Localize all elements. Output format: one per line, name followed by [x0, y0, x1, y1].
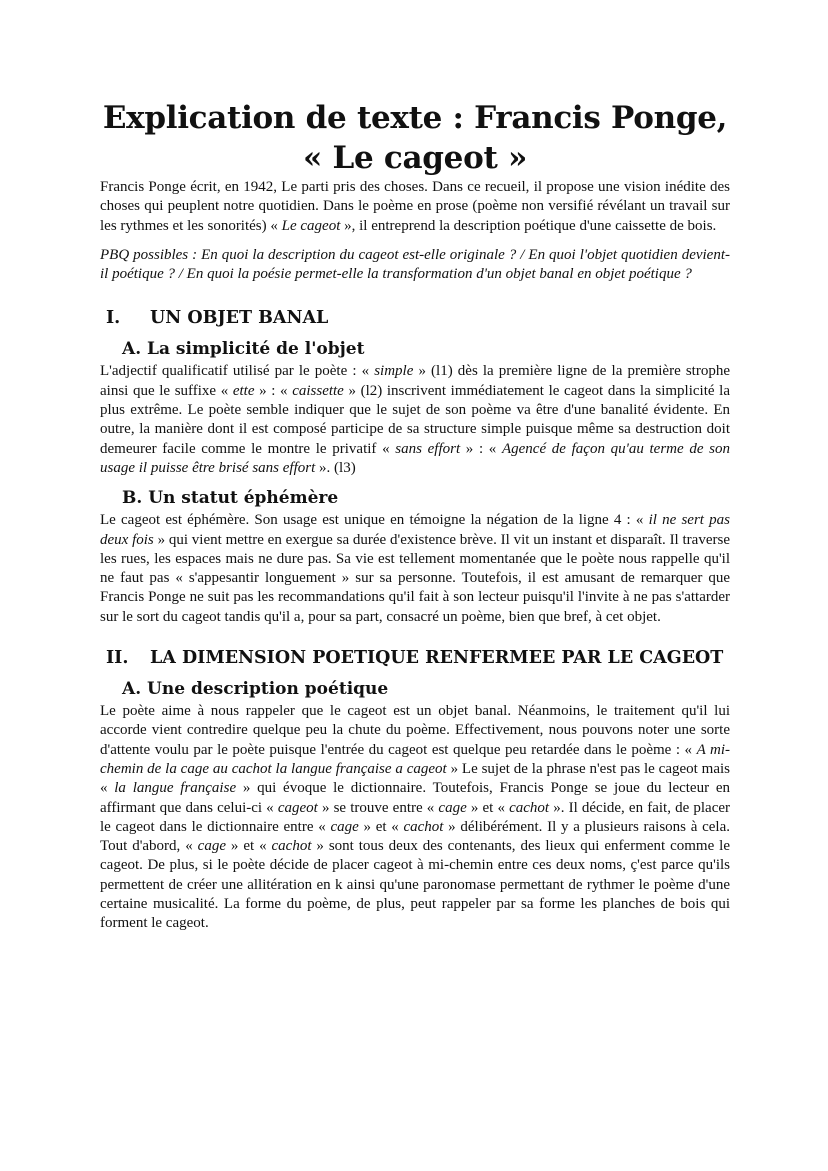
paragraph-emphasis: il ne sert pas deux fois [100, 512, 730, 548]
paragraph-text: » Le sujet de la phrase n'est pas le cageot mais « [100, 760, 731, 797]
paragraph-text: ». Il décide, en fait, de placer le cageot dans le dictionnaire entre « [100, 799, 730, 835]
paragraph-emphasis: caissette [292, 382, 344, 399]
paragraph-emphasis: cage [330, 818, 359, 835]
paragraph-emphasis: A mi-chemin de la cage au cachot la langue française a cageot [100, 741, 730, 777]
paragraph-text: L'adjectif qualificatif utilisé par le poète : « [100, 363, 375, 380]
paragraph-text: » et « [358, 818, 404, 835]
paragraph-text: ». (l3) [315, 459, 356, 476]
section-number: I. [106, 308, 121, 329]
section-title: UN OBJET BANAL [150, 308, 329, 329]
title-line-1: Explication de texte : Francis Ponge, [102, 100, 728, 136]
paragraph-text: » sont tous deux des contenants, des lieux qui enferment comme le cageot. De plus, si le poète décide de placer cageot à mi-chemin entre ces deux noms, ç'est parce qu'ils permettent de créer une allitération en k ainsi qu'une paronomase permettant de rythmer le poème d'une certaine musicalité. La forme du poème, de plus, peut rappeler par sa forme les planches de bois qui forment le cageot. [100, 838, 731, 932]
paragraph-text: » délibérément. Il y a plusieurs raisons à cela. Tout d'abord, « [100, 818, 730, 855]
intro-text: », il entreprend la description poétique d'une caissette de bois. [340, 217, 717, 234]
subsection-2a-heading: A. Une description poétique [122, 679, 389, 700]
paragraph-emphasis: cage [197, 838, 226, 855]
subsection-2a-paragraph [100, 702, 730, 934]
paragraph-emphasis: la langue française [114, 780, 237, 797]
subsection-1b-paragraph [100, 511, 730, 627]
paragraph-emphasis: ette [232, 382, 255, 399]
paragraph-text: » (l1) dès la première ligne de la première strophe ainsi que le suffixe « [100, 363, 730, 399]
pbq-paragraph: PBQ possibles : En quoi la description du cageot est-elle originale ? / En quoi l'objet quotidien devient-il poétique ? / En quoi la poésie permet-elle la transformation d'un objet banal en objet poétique ? [100, 246, 730, 283]
section-number: II. [106, 648, 129, 669]
paragraph-text: » qui évoque le dictionnaire. Toutefois, Francis Ponge se joue du lecteur en affirmant que dans celui-ci « [100, 780, 731, 816]
intro-paragraph [100, 178, 730, 236]
paragraph-emphasis: cageot [277, 799, 318, 816]
paragraph-emphasis: cachot [509, 799, 550, 816]
subsection-1b-heading: B. Un statut éphémère [122, 488, 339, 509]
section-title: LA DIMENSION POETIQUE RENFERMEE PAR LE CAGEOT [150, 648, 724, 669]
paragraph-text: Le poète aime à nous rappeler que le cageot est un objet banal. Néanmoins, le traitement qu'il lui accorde vient contredire quelque peu la chute du poème. Effectivement, nous pouvons noter une sorte d'attente voulu par le poète puisque l'entrée du cageot est quelque peu retardée dans le poème : « [100, 703, 730, 758]
paragraph-text: » : « [254, 382, 293, 399]
document-title [100, 98, 730, 178]
subsection-1a-paragraph [100, 362, 730, 478]
paragraph-emphasis: cachot [403, 818, 444, 835]
subsection-1a-heading: A. La simplicité de l'objet [122, 339, 365, 360]
paragraph-text: » : « [460, 440, 502, 457]
paragraph-text: » se trouve entre « [317, 799, 439, 816]
title-line-2: « Le cageot » [302, 140, 528, 176]
paragraph-text: » et « [466, 799, 510, 816]
paragraph-emphasis: simple [374, 363, 414, 380]
paragraph-text: Le cageot est éphémère. Son usage est unique en témoigne la négation de la ligne 4 : « [100, 512, 649, 529]
section-2-heading [100, 647, 730, 669]
section-1-heading [100, 307, 730, 329]
intro-emphasis: Le cageot [281, 217, 341, 234]
paragraph-emphasis: sans effort [395, 440, 461, 457]
paragraph-emphasis: cachot [271, 838, 312, 855]
paragraph-emphasis: cage [438, 799, 467, 816]
intro-text: Francis Ponge écrit, en 1942, Le parti pris des choses. Dans ce recueil, il propose une vision inédite des choses qui peuplent notre quotidien. Dans le poème en prose (poème non versifié révélant un travail sur les rythmes et les sonorités) « [100, 179, 730, 234]
paragraph-text: » et « [225, 838, 272, 855]
paragraph-text: » qui vient mettre en exergue sa durée d'existence brève. Il vit un instant et disparaît. Il traverse les rues, les espaces mais ne dure pas. Sa vie est tellement momentanée que le poète nous rappelle qu'il ne faut pas « s'appesantir longuement » sur sa personne. Toutefois, il est amusant de remarquer que Francis Ponge ne suit pas les recommandations qu'il fait à son lecteur puisqu'il l'invite à ne pas s'attarder sur le sort du cageot tandis qu'il a, pour sa part, consacré un poème, bien que bref, à cet objet. [100, 531, 730, 625]
paragraph-text: » (l2) inscrivent immédiatement le cageot dans la simplicité la plus extrême. Le poète semble indiquer que le sujet de son poème va être d'une banalité évidente. En outre, la manière dont il est composé participe de sa structure simple puisque même sa destruction doit demeurer facile comme le montre le privatif « [100, 382, 730, 457]
paragraph-emphasis: Agencé de façon qu'au terme de son usage il puisse être brisé sans effort [100, 440, 730, 476]
